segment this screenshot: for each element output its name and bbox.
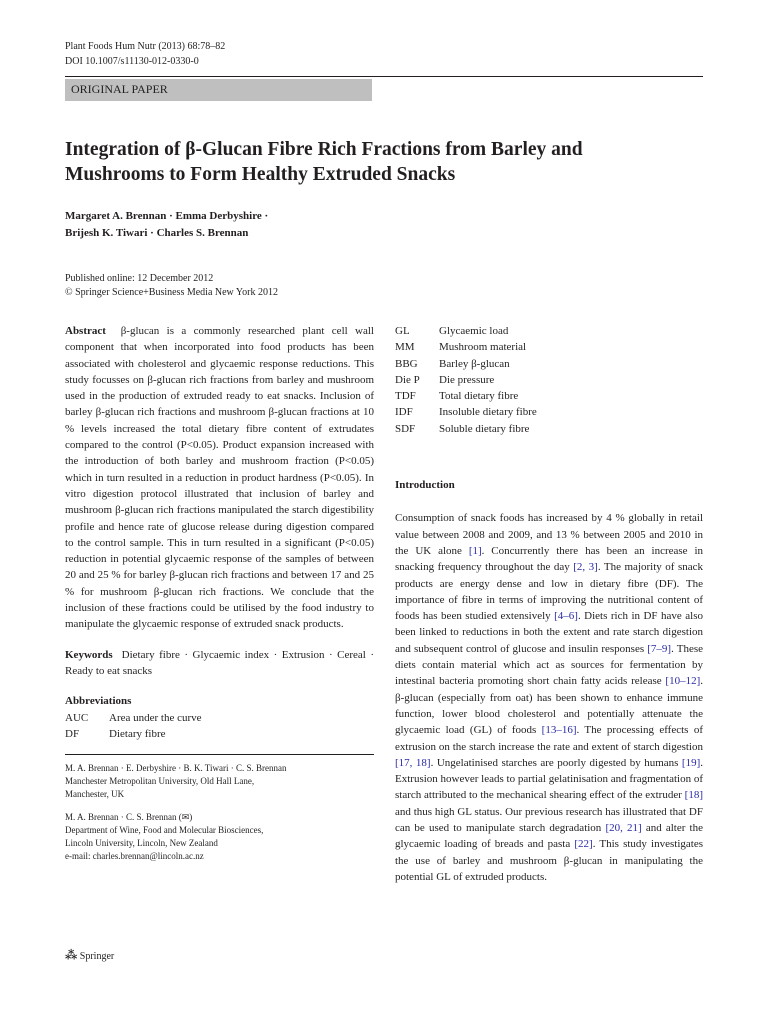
citation-link[interactable]: [19]: [681, 756, 701, 769]
abbreviations-left: [65, 710, 202, 743]
abbr-key: AUC: [65, 711, 89, 724]
affiliation-1-line3: Manchester, UK: [65, 789, 125, 800]
abbr-key: Die P: [395, 373, 420, 386]
citation-link[interactable]: [18]: [684, 789, 703, 802]
intro-text: and thus high GL status. Our previous research has illustrated that DF can be used to manipulate starch degradation: [395, 805, 703, 835]
author-line-2: Brijesh K. Tiwari · Charles S. Brennan: [65, 227, 249, 239]
copyright: © Springer Science+Business Media New York 2012: [65, 287, 278, 298]
intro-text: . The processing effects of extrusion on the starch increase the rate and extent of starch digestion: [395, 724, 703, 753]
article-title: Integration of β-Glucan Fibre Rich Fractions from Barley and Mushrooms to Form Healthy Extruded Snacks: [65, 139, 583, 185]
abbr-row: [65, 710, 202, 726]
abbr-key: SDF: [395, 422, 416, 435]
abbr-value: Die pressure: [439, 373, 495, 386]
affiliation-1-names: M. A. Brennan · E. Derbyshire · B. K. Tiwari · C. S. Brennan: [65, 763, 287, 774]
affiliation-2-line2: Department of Wine, Food and Molecular Biosciences,: [65, 825, 264, 836]
author-list: [65, 208, 565, 242]
intro-text: and alter the glycaemic loading of breads and pasta: [395, 822, 703, 851]
citation-link[interactable]: [10–12]: [665, 675, 701, 688]
affiliation-2-line3: Lincoln University, Lincoln, New Zealand: [65, 838, 218, 849]
abstract-label: Abstract: [65, 325, 106, 337]
correspondence-email[interactable]: e-mail: charles.brennan@lincoln.ac.nz: [65, 851, 204, 862]
intro-text: . These diets contain material which act as sources for fermentation by intestinal bacteria promoting short chain fatty acids release: [395, 642, 703, 688]
abbr-key: DF: [65, 727, 80, 740]
intro-text: . Concurrently there has been an increase in snacking frequency throughout the day: [395, 544, 704, 574]
abbr-value: Total dietary fibre: [439, 390, 519, 403]
abbr-key: IDF: [395, 406, 413, 419]
abbreviations-heading: Abbreviations: [65, 695, 132, 708]
abbr-key: MM: [395, 341, 415, 354]
citation-link[interactable]: [20, 21]: [605, 822, 642, 835]
left-column: [65, 323, 374, 863]
abbr-row: [395, 323, 537, 339]
intro-text: . Diets rich in DF have also been linked to reductions in both the extent and rate starch digestion and subsequent control of glucose and insulin responses: [395, 610, 703, 655]
citation-link[interactable]: [4–6]: [554, 610, 578, 623]
publication-info: [65, 272, 278, 300]
citation-link[interactable]: [1]: [468, 544, 482, 557]
citation-link[interactable]: [22]: [574, 838, 593, 851]
affiliation-1-line2: Manchester Metropolitan University, Old Hall Lane,: [65, 776, 255, 787]
intro-text: . β-glucan (especially from oat) has been shown to enhance immune function, lower blood cholesterol and potentially attenuate the glycaemic load (GL) of foods: [395, 675, 703, 737]
citation-link[interactable]: [13–16]: [541, 724, 577, 737]
abbr-value: Insoluble dietary fibre: [439, 406, 537, 419]
doi[interactable]: DOI 10.1007/s11130-012-0330-0: [65, 56, 199, 67]
journal-reference: Plant Foods Hum Nutr (2013) 68:78–82: [65, 41, 226, 52]
introduction-heading: Introduction: [395, 479, 455, 492]
abbr-value: Barley β-glucan: [439, 357, 510, 370]
abbr-key: BBG: [395, 357, 418, 370]
article-type-tag: ORIGINAL PAPER: [65, 79, 372, 101]
abbr-row: [395, 356, 537, 372]
abbr-key: TDF: [395, 390, 416, 403]
intro-text: . Ungelatinised starches are poorly digested by humans: [430, 756, 682, 769]
abbr-row: [395, 404, 537, 420]
abstract: [65, 323, 374, 633]
affiliation-2: [65, 811, 374, 863]
abbr-row: [395, 339, 537, 355]
header-rule: [65, 76, 703, 77]
citation-link[interactable]: [2, 3]: [573, 561, 598, 574]
abbr-value: Area under the curve: [109, 711, 202, 724]
citation-link[interactable]: [7–9]: [647, 642, 672, 655]
author-line-1: Margaret A. Brennan · Emma Derbyshire ·: [65, 210, 269, 222]
keywords-text: Dietary fibre · Glycaemic index · Extrusion · Cereal · Ready to eat snacks: [65, 648, 375, 677]
keywords-label: Keywords: [65, 648, 113, 661]
springer-logo-icon: ⁂: [65, 948, 78, 962]
abbr-value: Mushroom material: [439, 341, 527, 354]
introduction-paragraph: [395, 510, 703, 885]
abbr-row: [65, 726, 202, 742]
intro-text: . This study investigates the use of barley and mushroom β-glucan in manipulating the potential GL of extruded products.: [395, 838, 703, 883]
abbr-row: [395, 388, 537, 404]
publisher-name: Springer: [79, 951, 115, 962]
intro-text: . Extrusion however leads to partial gelatinisation and fragmentation of starch attributed to the mechanical shearing effect of the extruder: [395, 756, 703, 802]
published-date: Published online: 12 December 2012: [65, 273, 214, 284]
intro-text: . The majority of snack products are energy dense and low in dietary fibre (DF). The importance of fibre in terms of improving the nutritional content of foods has been studied extensively: [395, 561, 704, 623]
abbr-value: Dietary fibre: [109, 727, 166, 740]
keywords: [65, 647, 374, 680]
abbr-key: GL: [395, 325, 410, 337]
citation-link[interactable]: [17, 18]: [395, 756, 431, 769]
abbr-row: [395, 372, 537, 388]
publisher-footer: [65, 948, 114, 964]
affiliation-rule: [65, 754, 374, 755]
abbr-value: Soluble dietary fibre: [439, 422, 530, 435]
affiliation-1: [65, 762, 374, 801]
abbr-value: Glycaemic load: [439, 325, 509, 337]
right-column: [395, 323, 703, 885]
affiliation-2-names: M. A. Brennan · C. S. Brennan (✉): [65, 812, 193, 823]
abstract-text: β-glucan is a commonly researched plant cell wall component that when incorporated into food products has been associated with cholesterol and glycaemic response reductions. This study focusses on β-glucan rich fractions from barley and mushroom used in the production of extruded ready to eat snacks. Inclusion of barley β-glucan rich fractions and mushroom β-glucan fractions at 10 % levels increased the total dietary fibre content of extrudates compared to the control (P<0.05). Product expansion increased with the introduction of both barley and mushroom fraction (P<0.05) which in turn resulted in a reduction in product hardness (P<0.05). In vitro digestion protocol illustrated that inclusion of barley and mushroom β-glucan rich fractions manipulated the starch digestibility profile and hence rate of glucose release during digestion compared to the control sample. This in turn resulted in a significant (P<0.05) reduction in potential glycaemic response of the samples of between 20 and 25 % for barley β-glucan rich fractions and between 17 and 25 % for mushroom β-glucan rich fractions. We conclude that the inclusion of these fractions could be utilised by the food industry to manipulate the glycaemic response of extruded snack products.: [65, 325, 374, 631]
intro-text: Consumption of snack foods has increased by 4 % globally in retail value between 2008 and 2009, and 13 % between 2005 and 2010 in the UK alone: [395, 512, 703, 557]
abbreviations-right: [395, 323, 537, 437]
abbr-row: [395, 421, 537, 437]
